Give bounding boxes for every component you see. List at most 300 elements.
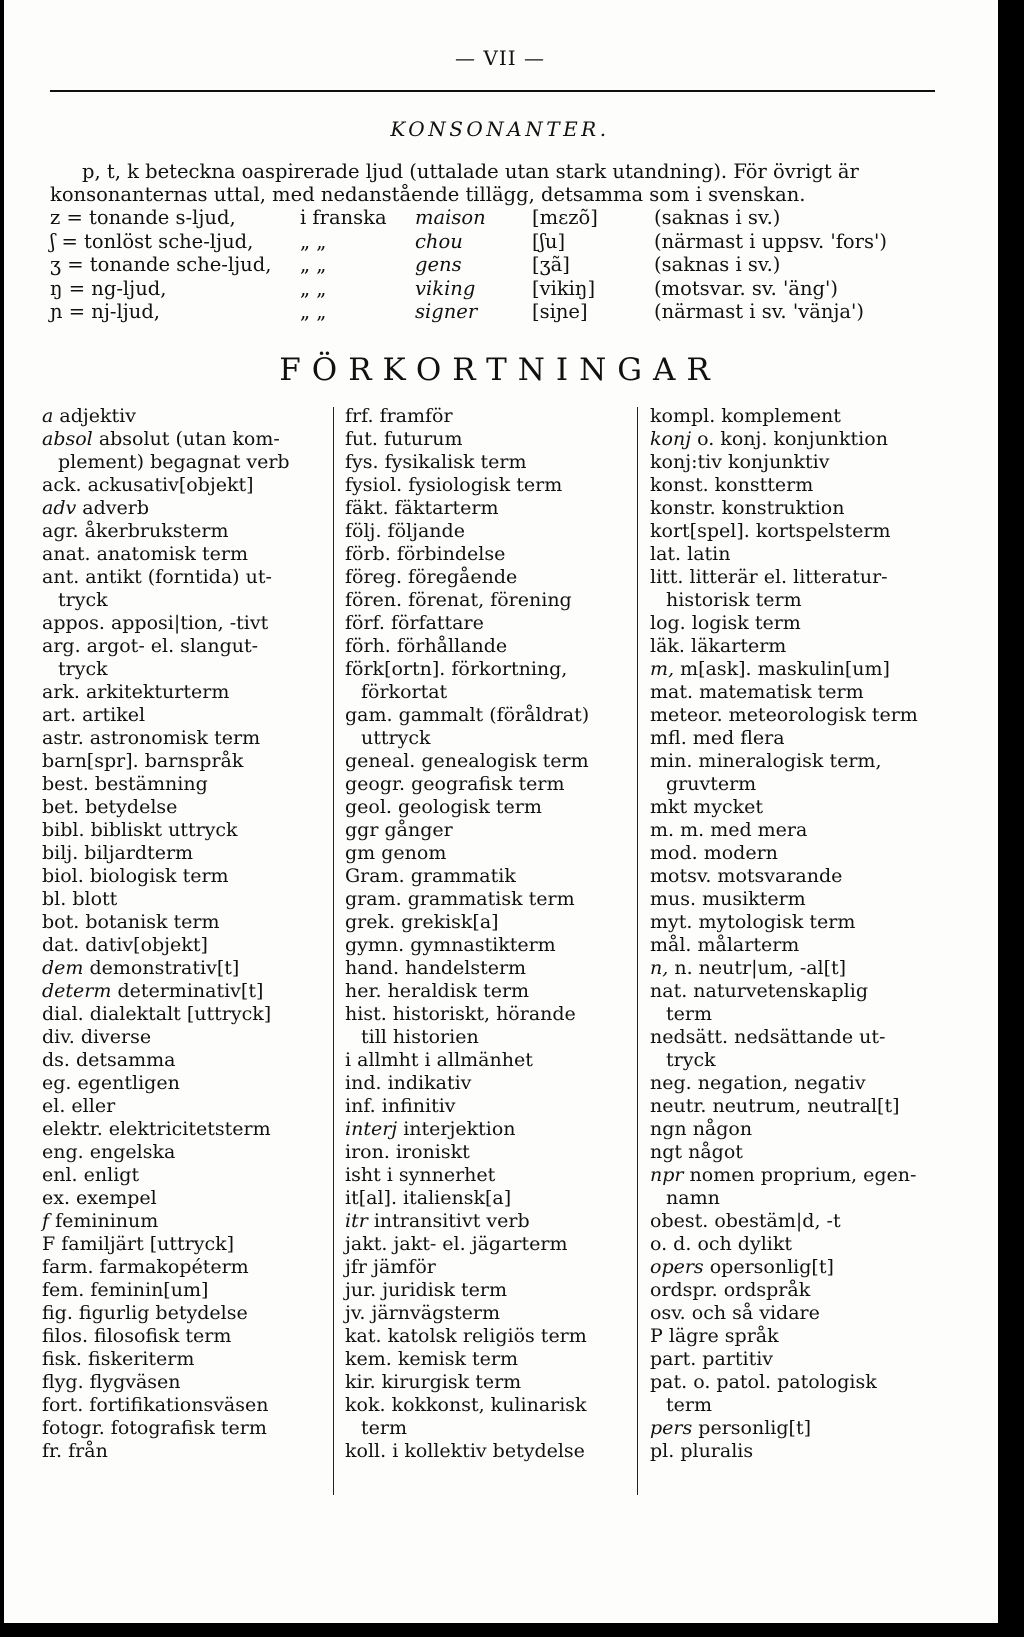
abbreviation-entry (42, 1072, 330, 1095)
abbreviation-entry (345, 428, 633, 451)
abbreviation-meaning: med mera (710, 819, 808, 841)
abbreviation: fys. (345, 451, 379, 473)
abbreviation-meaning: något (688, 1141, 743, 1163)
abbreviation: o. d. (650, 1233, 692, 1255)
abbreviation: förh. (345, 635, 391, 657)
abbreviation: n, (650, 957, 669, 979)
consonant-row (50, 277, 950, 300)
abbreviation: itr (345, 1210, 368, 1232)
abbreviation-meaning: förkortning, (451, 658, 568, 680)
consonant-definition: ɲ = nj-ljud, (50, 300, 161, 323)
abbreviation-entry (42, 1279, 330, 1302)
consonant-source: „ „ (300, 300, 327, 323)
abbreviation-meaning: komplement (721, 405, 841, 427)
abbreviation-entry (42, 1003, 330, 1026)
abbreviation: mus. (650, 888, 697, 910)
abbreviation-entry (650, 957, 940, 980)
abbreviation-entry (650, 405, 940, 428)
abbreviation-meaning: mytologisk term (698, 911, 856, 933)
abbreviation: hand. (345, 957, 400, 979)
abbreviation: pat. (650, 1371, 688, 1393)
abbreviation-entry (650, 911, 940, 934)
abbreviation-entry (345, 543, 633, 566)
abbreviation: lat. (650, 543, 682, 565)
abbreviation-entry (42, 750, 330, 773)
consonant-source: „ „ (300, 276, 327, 300)
abbreviation-meaning: feminin[um] (90, 1279, 209, 1301)
abbreviation-entry (42, 727, 330, 750)
abbreviation-meaning: partitiv (702, 1348, 774, 1370)
abbreviation: eg. (42, 1072, 72, 1094)
abbreviation: konst. (650, 474, 709, 496)
abbreviation-meaning: n. neutr|um, -al[t] (674, 957, 847, 979)
abbreviation: mfl. (650, 727, 687, 749)
abbreviation-entry (650, 727, 940, 750)
abbreviation-meaning: konjunktiv (727, 451, 830, 473)
abbreviation-entry (345, 796, 633, 819)
abbreviation: ant. (42, 566, 80, 588)
abbreviation-meaning: neutrum, neutral[t] (712, 1095, 900, 1117)
abbreviation: kem. (345, 1348, 392, 1370)
abbreviation-meaning: förbindelse (396, 543, 506, 565)
abbreviation: ack. (42, 474, 82, 496)
abbreviation-entry (345, 1371, 633, 1394)
abbreviation-entry (650, 451, 940, 474)
abbreviation-meaning: barnspråk (144, 750, 244, 772)
abbreviation-entry (42, 911, 330, 934)
abbreviation-entry (345, 934, 633, 957)
abbreviation: förf. (345, 612, 385, 634)
abbreviation-entry (42, 1302, 330, 1325)
abbreviation-meaning-continuation: historisk term (666, 589, 802, 611)
abbreviation: obest. (650, 1210, 709, 1232)
consonant-row (50, 300, 950, 323)
abbreviation-entry (345, 635, 633, 658)
abbreviation: konstr. (650, 497, 716, 519)
abbreviation-entry (345, 1187, 633, 1210)
abbreviation: hist. (345, 1003, 387, 1025)
abbreviation: ngn (650, 1118, 687, 1140)
abbreviation-column-3 (650, 405, 940, 1463)
abbreviation-meaning: genealogisk term (421, 750, 589, 772)
abbreviation: enl. (42, 1164, 78, 1186)
abbreviation-meaning: exempel (76, 1187, 157, 1209)
abbreviation-meaning: mycket (693, 796, 764, 818)
abbreviation-entry (650, 1072, 940, 1095)
abbreviation-entry (42, 1325, 330, 1348)
abbreviation-meaning: demonstrativ[t] (89, 957, 240, 979)
abbreviation-meaning: mineralogisk term, (698, 750, 882, 772)
abbreviation-meaning: matematisk term (699, 681, 864, 703)
abbreviation: geogr. (345, 773, 406, 795)
abbreviation-meaning-continuation: tryck (58, 589, 108, 611)
consonant-example-word: viking (415, 276, 476, 300)
abbreviation-meaning: dialektalt [uttryck] (89, 1003, 272, 1025)
abbreviation-entry (650, 681, 940, 704)
abbreviation-entry (345, 1279, 633, 1302)
abbreviation-meaning: järnvägsterm (371, 1302, 500, 1324)
abbreviation-meaning: enligt (83, 1164, 140, 1186)
abbreviation-meaning: filosofisk term (94, 1325, 232, 1347)
abbreviation: konj:tiv (650, 451, 722, 473)
abbreviation-meaning: bibliskt uttryck (90, 819, 238, 841)
consonant-pronunciation: [ʃu] (532, 229, 566, 253)
abbreviation-entry (345, 612, 633, 635)
abbreviation: astr. (42, 727, 84, 749)
abbreviation-meaning: personlig[t] (698, 1417, 811, 1439)
abbreviation-meaning: argot- el. slangut- (86, 635, 259, 657)
abbreviation-entry (42, 543, 330, 566)
consonant-example-word: gens (415, 253, 462, 276)
abbreviation-entry (345, 1348, 633, 1371)
abbreviation-entry (345, 704, 633, 750)
abbreviation-meaning: fysiologisk term (408, 474, 563, 496)
abbreviation-meaning: blott (72, 888, 118, 910)
abbreviation: fören. (345, 589, 403, 611)
abbreviation-entry (650, 566, 940, 612)
abbreviation: best. (42, 773, 89, 795)
consonant-pronunciation: [vikiŋ] (532, 276, 596, 300)
abbreviation-meaning: fortifikationsväsen (89, 1394, 269, 1416)
abbreviation-meaning: författare (391, 612, 484, 634)
konsonanter-heading: KONSONANTER. (390, 117, 610, 141)
abbreviation-meaning: fysikalisk term (384, 451, 527, 473)
abbreviation-meaning: i synnerhet (386, 1164, 496, 1186)
abbreviation-meaning: nedsättande ut- (734, 1026, 886, 1048)
abbreviation-meaning: eller (71, 1095, 116, 1117)
abbreviation: fisk. (42, 1348, 82, 1370)
abbreviation-meaning: grammatik (410, 865, 516, 887)
abbreviation: arg. (42, 635, 81, 657)
abbreviation: appos. (42, 612, 105, 634)
abbreviation-entry (42, 1394, 330, 1417)
abbreviation-entry (650, 1210, 940, 1233)
abbreviation: dem (42, 957, 84, 979)
abbreviation-entry (42, 520, 330, 543)
abbreviation-meaning: opersonlig[t] (709, 1256, 834, 1278)
abbreviation: geol. (345, 796, 392, 818)
consonant-row (50, 253, 950, 276)
abbreviation-entry (345, 1118, 633, 1141)
abbreviation: m. m. (650, 819, 705, 841)
abbreviation-meaning: grekisk[a] (401, 911, 499, 933)
abbreviation-entry (42, 1049, 330, 1072)
abbreviation-entry (345, 888, 633, 911)
consonant-note: (saknas i sv.) (654, 253, 781, 276)
abbreviation: iron. (345, 1141, 390, 1163)
abbreviation: fort. (42, 1394, 84, 1416)
abbreviation-entry (650, 497, 940, 520)
abbreviation-meaning: intransitivt verb (373, 1210, 530, 1232)
abbreviation-entry (42, 865, 330, 888)
abbreviation-meaning-continuation: förkortat (361, 681, 448, 703)
consonant-note: (närmast i sv. 'vänja') (654, 300, 865, 323)
abbreviation: grek. (345, 911, 396, 933)
abbreviation-entry (42, 1141, 330, 1164)
abbreviation: fotogr. (42, 1417, 105, 1439)
abbreviation-entry (42, 1417, 330, 1440)
abbreviation-meaning: engelska (89, 1141, 176, 1163)
column-divider (333, 407, 334, 1495)
abbreviation-entry (42, 474, 330, 497)
abbreviation-meaning: artikel (82, 704, 146, 726)
header-rule (50, 90, 935, 92)
abbreviation: P (650, 1325, 663, 1347)
consonant-pronunciation: [mɛzõ] (532, 206, 598, 229)
abbreviation-entry (345, 1210, 633, 1233)
abbreviation: f (42, 1210, 50, 1232)
abbreviation: her. (345, 980, 382, 1002)
abbreviation-meaning: astronomisk term (89, 727, 261, 749)
abbreviation: interj (345, 1118, 398, 1140)
abbreviation-meaning: kirurgisk term (381, 1371, 522, 1393)
consonant-definition: z = tonande s-ljud, (50, 206, 236, 229)
abbreviation-entry (345, 865, 633, 888)
abbreviation: bilj. (42, 842, 79, 864)
abbreviation-entry (42, 428, 330, 474)
abbreviation-meaning: pluralis (680, 1440, 754, 1462)
abbreviation-meaning: från (68, 1440, 108, 1462)
abbreviation-meaning: diverse (80, 1026, 152, 1048)
abbreviation: gam. (345, 704, 393, 726)
abbreviation-meaning: i allmänhet (424, 1049, 533, 1071)
abbreviation-meaning: determinativ[t] (117, 980, 264, 1002)
intro-line-2: konsonanternas uttal, med nedanstående tillägg, detsamma som i svenskan. (50, 183, 806, 206)
abbreviation-meaning: föregående (408, 566, 518, 588)
abbreviation: fem. (42, 1279, 85, 1301)
abbreviation-entry (345, 658, 633, 704)
abbreviation-column-1 (42, 405, 330, 1463)
consonant-source: i franska (300, 206, 387, 229)
abbreviation: flyg. (42, 1371, 84, 1393)
abbreviation: gram. (345, 888, 402, 910)
abbreviation: opers (650, 1256, 704, 1278)
abbreviation: föreg. (345, 566, 402, 588)
abbreviation: osv. (650, 1302, 686, 1324)
abbreviation: art. (42, 704, 77, 726)
column-divider (637, 407, 638, 1495)
abbreviation-meaning: fotografisk term (110, 1417, 267, 1439)
abbreviation-meaning: antikt (forntida) ut- (85, 566, 272, 588)
abbreviation: mod. (650, 842, 698, 864)
abbreviation-entry (650, 1417, 940, 1440)
consonant-example-word: chou (415, 229, 463, 253)
abbreviation-meaning: apposi|tion, -tivt (110, 612, 269, 634)
abbreviation-meaning: konstterm (714, 474, 814, 496)
abbreviation: myt. (650, 911, 693, 933)
abbreviation-meaning: futurum (384, 428, 463, 450)
abbreviation-entry (42, 704, 330, 727)
abbreviation: anat. (42, 543, 91, 565)
abbreviation-entry (650, 1440, 940, 1463)
abbreviation-meaning: motsvarande (717, 865, 843, 887)
abbreviation-entry (42, 566, 330, 612)
abbreviation: motsv. (650, 865, 712, 887)
abbreviation-meaning: följande (387, 520, 465, 542)
abbreviation: meteor. (650, 704, 723, 726)
abbreviation-entry (650, 934, 940, 957)
abbreviation: el. (42, 1095, 66, 1117)
abbreviation: jfr (345, 1256, 368, 1278)
abbreviation: fr. (42, 1440, 63, 1462)
abbreviation-entry (345, 497, 633, 520)
abbreviation-meaning-continuation: uttryck (361, 727, 431, 749)
abbreviation: div. (42, 1026, 75, 1048)
abbreviation-entry (650, 1348, 940, 1371)
abbreviation-meaning: logisk term (691, 612, 801, 634)
abbreviation-entry (42, 1118, 330, 1141)
abbreviation: m, (650, 658, 675, 680)
abbreviation-meaning: åkerbruksterm (84, 520, 229, 542)
abbreviation-entry (42, 980, 330, 1003)
abbreviation: frf. (345, 405, 374, 427)
consonant-note: (saknas i sv.) (654, 206, 781, 229)
abbreviation-meaning: meteorologisk term (728, 704, 918, 726)
abbreviation-meaning: biljardterm (84, 842, 194, 864)
abbreviation-meaning: familjärt [uttryck] (61, 1233, 235, 1255)
abbreviation-entry (345, 911, 633, 934)
abbreviation-meaning: detsamma (76, 1049, 176, 1071)
abbreviation-entry (650, 704, 940, 727)
abbreviation: ark. (42, 681, 80, 703)
abbreviation: F (42, 1233, 56, 1255)
abbreviation-meaning-continuation: plement) begagnat verb (58, 451, 290, 473)
abbreviation-meaning: adjektiv (59, 405, 136, 427)
abbreviation-entry (42, 819, 330, 842)
scan-edge-left (0, 0, 4, 1637)
abbreviation-meaning: handelsterm (405, 957, 527, 979)
abbreviation-meaning: framför (379, 405, 453, 427)
abbreviation-meaning: fiskeriterm (88, 1348, 195, 1370)
consonant-definition: ʃ = tonlöst sche-ljud, (50, 229, 254, 253)
abbreviation: kort[spel]. (650, 520, 750, 542)
abbreviation-entry (650, 1233, 940, 1256)
abbreviation-meaning: förhållande (396, 635, 508, 657)
abbreviation-meaning: o. patol. patologisk (693, 1371, 877, 1393)
abbreviation: litt. (650, 566, 684, 588)
abbreviation-entry (650, 658, 940, 681)
abbreviation: isht (345, 1164, 381, 1186)
abbreviation: gm (345, 842, 376, 864)
abbreviation: kok. (345, 1394, 386, 1416)
abbreviation-meaning: musikterm (702, 888, 806, 910)
consonant-example-word: maison (415, 206, 486, 229)
abbreviation-meaning: katolsk religiös term (387, 1325, 587, 1347)
abbreviation: fysiol. (345, 474, 403, 496)
abbreviation-meaning: och dylikt (697, 1233, 792, 1255)
abbreviation: log. (650, 612, 686, 634)
abbreviation: ngt (650, 1141, 683, 1163)
abbreviation-meaning: anatomisk term (96, 543, 248, 565)
abbreviation: kir. (345, 1371, 376, 1393)
abbreviation-meaning: geologisk term (398, 796, 542, 818)
abbreviation-entry (650, 1371, 940, 1417)
abbreviation-meaning: indikativ (387, 1072, 472, 1094)
abbreviation: fäkt. (345, 497, 389, 519)
abbreviation-entry (650, 612, 940, 635)
abbreviation-entry (650, 980, 940, 1026)
scan-edge-bottom (0, 1623, 1024, 1637)
abbreviation: dat. (42, 934, 80, 956)
abbreviation: bl. (42, 888, 67, 910)
abbreviation-entry (42, 842, 330, 865)
abbreviation-entry (650, 520, 940, 543)
abbreviation: nat. (650, 980, 688, 1002)
abbreviation: fig. (42, 1302, 73, 1324)
abbreviation: ind. (345, 1072, 382, 1094)
consonant-row (50, 230, 950, 253)
abbreviation-meaning-continuation: tryck (58, 658, 108, 680)
abbreviation: pl. (650, 1440, 675, 1462)
abbreviation: ordspr. (650, 1279, 718, 1301)
abbreviation-entry (345, 819, 633, 842)
abbreviation: bibl. (42, 819, 85, 841)
abbreviation-meaning: italiensk[a] (403, 1187, 512, 1209)
abbreviation: farm. (42, 1256, 94, 1278)
abbreviation-meaning: bestämning (94, 773, 208, 795)
abbreviation: it[al]. (345, 1187, 397, 1209)
abbreviation-meaning: geografisk term (411, 773, 565, 795)
abbreviation-meaning: historiskt, hörande (392, 1003, 576, 1025)
abbreviation-entry (345, 1049, 633, 1072)
abbreviation: pers (650, 1417, 693, 1439)
abbreviation-meaning: elektricitetsterm (108, 1118, 271, 1140)
abbreviation-entry (42, 957, 330, 980)
abbreviation-meaning: arkitekturterm (86, 681, 230, 703)
abbreviation-meaning-continuation: gruvterm (666, 773, 757, 795)
abbreviation-entry (345, 1141, 633, 1164)
abbreviation-entry (650, 1256, 940, 1279)
abbreviation-meaning-continuation: term (361, 1417, 407, 1439)
abbreviation: neutr. (650, 1095, 707, 1117)
abbreviation-entry (650, 865, 940, 888)
abbreviation-entry (345, 1003, 633, 1049)
abbreviation-meaning-continuation: till historien (361, 1026, 479, 1048)
abbreviation-meaning: latin (687, 543, 731, 565)
abbreviation-entry (42, 497, 330, 520)
abbreviation-entry (42, 635, 330, 681)
abbreviation-entry (42, 1233, 330, 1256)
abbreviation: konj (650, 428, 692, 450)
abbreviation-entry (345, 1233, 633, 1256)
abbreviation-meaning: adverb (82, 497, 149, 519)
abbreviation-entry (42, 1187, 330, 1210)
abbreviation-entry (650, 842, 940, 865)
abbreviation: filos. (42, 1325, 88, 1347)
abbreviation-entry (345, 566, 633, 589)
abbreviation-entry (345, 520, 633, 543)
abbreviation-entry (650, 1164, 940, 1210)
abbreviation: part. (650, 1348, 697, 1370)
abbreviation: eng. (42, 1141, 84, 1163)
consonant-source: „ „ (300, 229, 327, 253)
abbreviation-meaning: modern (703, 842, 778, 864)
abbreviation-meaning: kokkonst, kulinarisk (391, 1394, 587, 1416)
forkortningar-heading: FÖRKORTNINGAR (279, 352, 721, 388)
abbreviation-meaning: jämför (373, 1256, 436, 1278)
abbreviation-entry (650, 1325, 940, 1348)
abbreviation-entry (42, 681, 330, 704)
abbreviation-entry (42, 405, 330, 428)
consonant-source: „ „ (300, 253, 327, 276)
abbreviation-meaning: lägre språk (668, 1325, 779, 1347)
abbreviation-entry (650, 428, 940, 451)
abbreviation-entry (345, 773, 633, 796)
abbreviation: förb. (345, 543, 391, 565)
abbreviation: läk. (650, 635, 685, 657)
abbreviation-meaning-continuation: namn (666, 1187, 720, 1209)
abbreviation-entry (650, 1302, 940, 1325)
